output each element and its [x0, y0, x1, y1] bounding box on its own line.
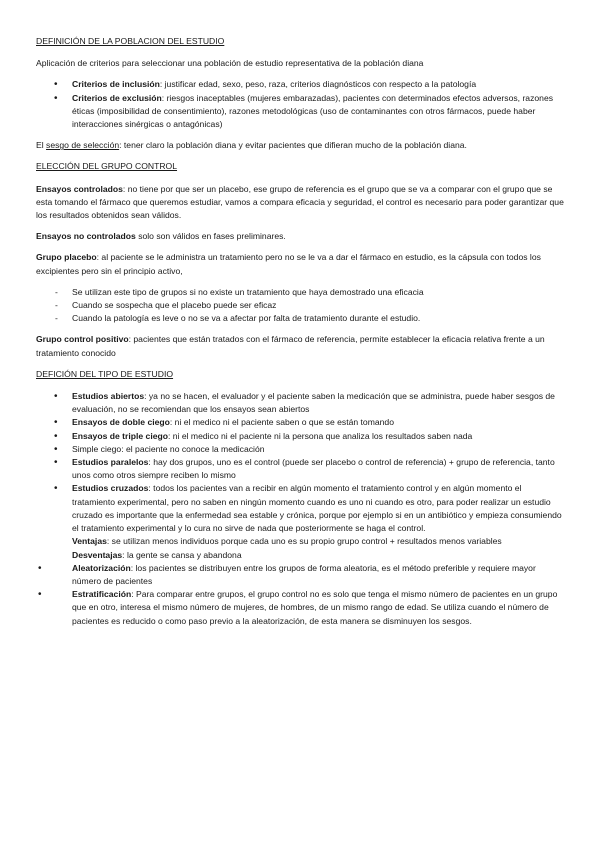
definition: : la gente se cansa y abandona	[122, 549, 242, 560]
ventajas-text	[72, 535, 566, 548]
sesgo-paragraph	[36, 139, 566, 152]
list-item: - Cuando la patología es leve o no se va a afectar por falta de tratamiento durante el estudio.	[36, 312, 566, 325]
list-item	[36, 390, 566, 416]
definition: : pacientes que están tratados con el fármaco de referencia, permite establecer la eficacia relativa frente a un tratamiento conocido	[36, 334, 545, 358]
definition: : ya no se hacen, el evaluador y el paciente saben la medicación que se administra, puede haber sesgos de evaluación, no se recomiendan que los ensayos sean abiertos	[72, 391, 555, 415]
poblacion-intro: Aplicación de criterios para seleccionar una población de estudio representativa de la población diana	[36, 58, 424, 69]
list-item	[36, 482, 566, 561]
list-item	[36, 92, 566, 132]
term: Ensayos controlados	[36, 183, 123, 194]
term: Estudios paralelos	[72, 457, 149, 468]
list-item	[36, 562, 566, 588]
definition: : al paciente se le administra un tratamiento pero no se le va a dar el fármaco en estudio, es la cápsula con todos los excipientes pero sin el principio activo,	[36, 252, 541, 276]
term: sesgo de selección	[46, 140, 120, 151]
term: Estratificación	[72, 589, 132, 600]
tipo-estudio-list	[36, 390, 566, 562]
term: Grupo control positivo	[36, 334, 129, 345]
term: Estudios cruzados	[72, 483, 149, 494]
aleatorizacion-list	[36, 562, 566, 628]
definition: : ni el medico ni el paciente ni la persona que analiza los resultados saben nada	[168, 430, 473, 441]
term: Ensayos de triple ciego	[72, 430, 168, 441]
definition: Simple ciego: el paciente no conoce la medicación	[72, 443, 265, 454]
definition: : riesgos inaceptables (mujeres embarazadas), pacientes con determinados efectos adversos, razones éticas (imposibilidad de consentimiento), razones metodológicas (uso de contaminantes con otros fármacos, puede haber interacciones sinérgicas o antagónicas)	[72, 92, 554, 130]
term: Estudios abiertos	[72, 391, 145, 402]
desventajas-text	[72, 549, 566, 562]
definition: : tener claro la población diana y evitar pacientes que difieran mucho de la población diana.	[119, 140, 467, 151]
section-heading-poblacion: DEFINICIÓN DE LA POBLACION DEL ESTUDIO	[36, 36, 225, 46]
list-item	[36, 443, 566, 456]
text-fragment: El	[36, 140, 47, 151]
term: Ensayos no controlados	[36, 231, 136, 242]
section-heading-grupo-control: ELECCIÓN DEL GRUPO CONTROL	[36, 161, 178, 172]
definition: : Para comparar entre grupos, el grupo control no es solo que tenga el mismo número de pacientes en un grupo que en otro, interesa el mismo número de mujeres, de hombres, de un mismo rango de edad. Se utiliza cuando el número de pacientes es reducido o como paso previo a la aleatorización, de esta manera se disminuyen los sesgos.	[72, 589, 558, 626]
document-page	[36, 35, 566, 636]
definition: solo son válidos en fases preliminares.	[135, 231, 286, 242]
list-item: - Cuando se sospecha que el placebo puede ser eficaz	[36, 299, 566, 312]
definition: : ni el medico ni el paciente saben o que se están tomando	[169, 417, 394, 428]
paragraph-grupo-control-positivo	[36, 333, 566, 359]
section-heading-tipo-estudio: DEFICIÓN DEL TIPO DE ESTUDIO	[36, 368, 174, 379]
term: Criterios de inclusión	[72, 79, 160, 90]
definition: : se utilizan menos individuos porque cada uno es su propio grupo control + resultados menos variables	[106, 536, 502, 547]
definition: : no tiene por que ser un placebo, ese grupo de referencia es el grupo que se va a comparar con el grupo que se esta tomando el fármaco que queremos estudiar, vamos a compara eficacia y seguridad, el control es necesario para poder garantizar que los resultados obtenidos sean válidos.	[36, 183, 564, 221]
paragraph-ensayos-no-controlados	[36, 230, 566, 243]
list-item	[36, 430, 566, 443]
paragraph-grupo-placebo	[36, 251, 566, 277]
list-item	[36, 78, 566, 91]
criterios-list	[36, 78, 566, 131]
definition: : justificar edad, sexo, peso, raza, criterios diagnósticos con respecto a la patología	[159, 79, 477, 90]
definition: : todos los pacientes van a recibir en algún momento el tratamiento control y en algún momento el tratamiento experimental, pero no saben en ningún momento cuando es uno ni cuando es otro, para poder realizar un estudio cruzado es importante que la enfermedad sea estable y crónica, porque por ejemplo si en un antibiótico y empieza consumiendo el tratamiento experimental y lo cura no sirve de nada que posteriormente se haga el control.	[72, 483, 562, 534]
term: Grupo placebo	[36, 252, 97, 263]
definition: : los pacientes se distribuyen entre los grupos de forma aleatoria, es el método preferible y requiere mayor número de pacientes	[72, 562, 536, 586]
term: Desventajas	[72, 549, 123, 560]
list-item	[36, 416, 566, 429]
term: Aleatorización	[72, 562, 131, 573]
list-item: - Se utilizan este tipo de grupos si no existe un tratamiento que haya demostrado una eficacia	[36, 286, 566, 299]
term: Ventajas	[72, 536, 107, 547]
paragraph-ensayos-controlados	[36, 183, 566, 223]
cruzados-text	[72, 483, 562, 533]
term: Ensayos de doble ciego	[72, 417, 170, 428]
placebo-conditions-list	[36, 286, 566, 326]
list-item	[36, 456, 566, 482]
definition: : hay dos grupos, uno es el control (puede ser placebo o control de referencia) + grupo de referencia, tanto unos como otros siempre reciben lo mismo	[72, 457, 555, 481]
list-item	[36, 588, 566, 628]
term: Criterios de exclusión	[72, 92, 162, 103]
